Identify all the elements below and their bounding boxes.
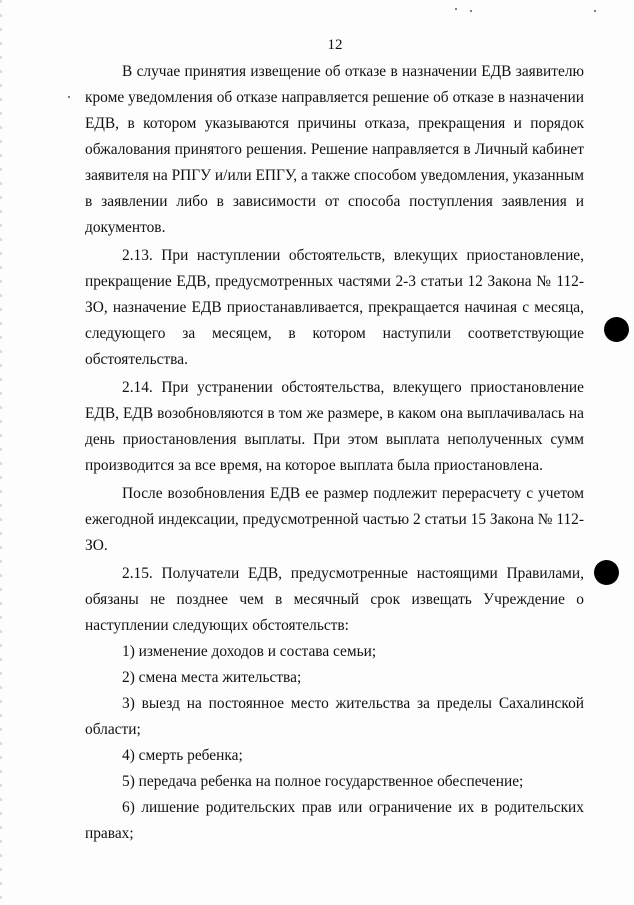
list-item-4: 4) смерть ребенка; xyxy=(122,747,243,764)
paragraph-2-15: 2.15. Получатели ЕДВ, предусмотренные настоящими Правилами, обязаны не позднее чем в месячный срок извещать Учреждение о наступлении следующих обстоятельств: xyxy=(85,565,584,634)
paragraph-refusal-notice: В случае принятия извещение об отказе в назначении ЕДВ заявителю кроме уведомления об отказе направляется решение об отказе в назначении ЕДВ, в котором указываются причины отказа, прекращения и порядок обжалования принятого решения. Решение направляется в Личный кабинет заявителя на РПГУ и/или ЕПГУ, а также способом уведомления, указанным в заявлении либо в зависимости от способа поступления заявления и документов. xyxy=(85,63,584,236)
scan-speck xyxy=(470,10,472,12)
punch-hole-upper xyxy=(604,317,629,342)
list-item-6: 6) лишение родительских прав или ограничение их в родительских правах; xyxy=(85,799,584,842)
scan-speck xyxy=(68,96,70,98)
punch-hole-lower xyxy=(594,560,619,585)
paragraph-recalculation: После возобновления ЕДВ ее размер подлежит перерасчету с учетом ежегодной индексации, предусмотренной частью 2 статьи 15 Закона № 112-ЗО. xyxy=(85,485,584,554)
page-number: 12 xyxy=(327,37,343,53)
list-item-5: 5) передача ребенка на полное государственное обеспечение; xyxy=(122,773,524,790)
scan-speck xyxy=(455,8,457,10)
list-item-1: 1) изменение доходов и состава семьи; xyxy=(122,643,377,660)
list-item-2: 2) смена места жительства; xyxy=(122,669,302,686)
list-item-3: 3) выезд на постоянное место жительства за пределы Сахалинской области; xyxy=(85,695,584,738)
scan-speck xyxy=(594,10,596,12)
scan-left-edge xyxy=(0,0,2,905)
paragraph-2-13: 2.13. При наступлении обстоятельств, влекущих приостановление, прекращение ЕДВ, предусмотренных частями 2-3 статьи 12 Закона № 112-ЗО, назначение ЕДВ приостанавливается, прекращается начиная с месяца, следующего за месяцем, в котором наступили соответствующие обстоятельства. xyxy=(85,247,584,368)
document-body xyxy=(85,59,584,847)
paragraph-2-14: 2.14. При устранении обстоятельства, влекущего приостановление ЕДВ, ЕДВ возобновляются в том же размере, в каком она выплачивалась на день приостановления выплаты. При этом выплата неполученных сумм производится за все время, на которое выплата была приостановлена. xyxy=(85,379,584,474)
